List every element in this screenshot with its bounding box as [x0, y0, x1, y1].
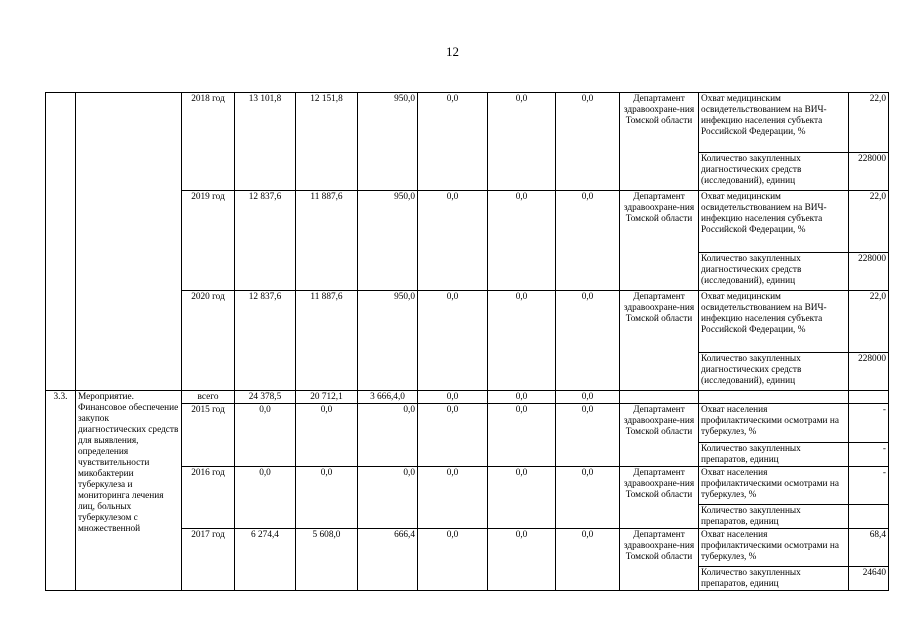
extrabudget-cell: 0,0 [488, 191, 556, 291]
total-cell: 24 378,5 [235, 391, 296, 404]
indicator-name-cell: Охват населения профилактическими осмотрами на туберкулез, % [699, 467, 849, 505]
extrabudget-cell: 0,0 [488, 529, 556, 591]
indicator-name-cell [699, 391, 849, 404]
indicator-name-cell: Количество закупленных диагностических средств (исследований), единиц [699, 353, 849, 391]
indicator-value-cell: 22,0 [849, 291, 889, 353]
executor-cell: Департамент здравоохране-ния Томской области [620, 404, 699, 467]
indicator-value-cell: - [849, 443, 889, 467]
year-cell: 2016 год [182, 467, 235, 529]
year-cell: 2015 год [182, 404, 235, 467]
other-source-cell: 0,0 [556, 404, 620, 467]
local-budget-cell: 0,0 [418, 404, 488, 467]
federal-budget-cell: 12 151,8 [296, 93, 358, 191]
indicator-value-cell: - [849, 404, 889, 443]
measure-name-cell [76, 93, 182, 391]
indicator-name-cell: Охват медицинским освидетельствованием на ВИЧ-инфекцию населения субъекта Российской Федерации, % [699, 291, 849, 353]
local-budget-cell: 0,0 [418, 93, 488, 191]
measure-name-cell: Мероприятие. Финансовое обеспечение закупок диагностических средств для выявления, определения чувствительности микобактерии туберкулеза и мониторинга лечения лиц, больных туберкулезом с множественной [76, 391, 182, 591]
table-row [46, 391, 889, 404]
executor-cell: Департамент здравоохране-ния Томской области [620, 191, 699, 291]
indicator-value-cell: 228000 [849, 353, 889, 391]
indicator-value-cell: 68,4 [849, 529, 889, 567]
local-budget-cell: 0,0 [418, 291, 488, 391]
executor-cell: Департамент здравоохране-ния Томской области [620, 291, 699, 391]
local-budget-cell: 0,0 [418, 529, 488, 591]
extrabudget-cell: 0,0 [488, 404, 556, 467]
federal-budget-cell: 11 887,6 [296, 191, 358, 291]
total-cell: 6 274,4 [235, 529, 296, 591]
federal-budget-cell: 11 887,6 [296, 291, 358, 391]
local-budget-cell: 0,0 [418, 191, 488, 291]
executor-cell [620, 391, 699, 404]
regional-budget-cell: 950,0 [358, 191, 418, 291]
regional-budget-cell: 950,0 [358, 291, 418, 391]
indicator-name-cell: Количество закупленных препаратов, единиц [699, 443, 849, 467]
executor-cell: Департамент здравоохране-ния Томской области [620, 529, 699, 591]
federal-budget-cell: 20 712,1 [296, 391, 358, 404]
indicator-value-cell: 228000 [849, 253, 889, 291]
extrabudget-cell: 0,0 [488, 391, 556, 404]
federal-budget-cell: 0,0 [296, 404, 358, 467]
indicator-name-cell: Охват населения профилактическими осмотрами на туберкулез, % [699, 529, 849, 567]
indicator-name-cell: Охват медицинским освидетельствованием на ВИЧ-инфекцию населения субъекта Российской Федерации, % [699, 93, 849, 153]
indicator-name-cell: Количество закупленных препаратов, единиц [699, 567, 849, 591]
indicator-value-cell: - [849, 467, 889, 505]
indicator-value-cell: 24640 [849, 567, 889, 591]
total-cell: 12 837,6 [235, 191, 296, 291]
extrabudget-cell: 0,0 [488, 93, 556, 191]
indicator-name-cell: Охват медицинским освидетельствованием на ВИЧ-инфекцию населения субъекта Российской Федерации, % [699, 191, 849, 253]
row-number-cell: 3.3. [46, 391, 76, 591]
table-row [46, 93, 889, 153]
other-source-cell: 0,0 [556, 529, 620, 591]
federal-budget-cell: 5 608,0 [296, 529, 358, 591]
indicator-value-cell [849, 391, 889, 404]
regional-budget-cell: 3 666,4,0 [358, 391, 418, 404]
regional-budget-cell: 950,0 [358, 93, 418, 191]
other-source-cell: 0,0 [556, 93, 620, 191]
regional-budget-cell: 666,4 [358, 529, 418, 591]
indicator-value-cell: 22,0 [849, 93, 889, 153]
total-label-cell: всего [182, 391, 235, 404]
indicator-name-cell: Количество закупленных диагностических средств (исследований), единиц [699, 253, 849, 291]
program-table [45, 92, 889, 591]
regional-budget-cell: 0,0 [358, 467, 418, 529]
indicator-name-cell: Охват населения профилактическими осмотрами на туберкулез, % [699, 404, 849, 443]
row-number-cell [46, 93, 76, 391]
other-source-cell: 0,0 [556, 291, 620, 391]
year-cell: 2018 год [182, 93, 235, 191]
other-source-cell: 0,0 [556, 467, 620, 529]
year-cell: 2017 год [182, 529, 235, 591]
total-cell: 0,0 [235, 467, 296, 529]
indicator-value-cell: 22,0 [849, 191, 889, 253]
regional-budget-cell: 0,0 [358, 404, 418, 467]
indicator-value-cell [849, 505, 889, 529]
indicator-name-cell: Количество закупленных препаратов, единиц [699, 505, 849, 529]
indicator-name-cell: Количество закупленных диагностических средств (исследований), единиц [699, 153, 849, 191]
other-source-cell: 0,0 [556, 391, 620, 404]
federal-budget-cell: 0,0 [296, 467, 358, 529]
total-cell: 13 101,8 [235, 93, 296, 191]
local-budget-cell: 0,0 [418, 391, 488, 404]
total-cell: 0,0 [235, 404, 296, 467]
indicator-value-cell: 228000 [849, 153, 889, 191]
page-number: 12 [446, 44, 459, 59]
year-cell: 2020 год [182, 291, 235, 391]
executor-cell: Департамент здравоохране-ния Томской области [620, 93, 699, 191]
extrabudget-cell: 0,0 [488, 291, 556, 391]
total-cell: 12 837,6 [235, 291, 296, 391]
other-source-cell: 0,0 [556, 191, 620, 291]
extrabudget-cell: 0,0 [488, 467, 556, 529]
year-cell: 2019 год [182, 191, 235, 291]
executor-cell: Департамент здравоохране-ния Томской области [620, 467, 699, 529]
local-budget-cell: 0,0 [418, 467, 488, 529]
